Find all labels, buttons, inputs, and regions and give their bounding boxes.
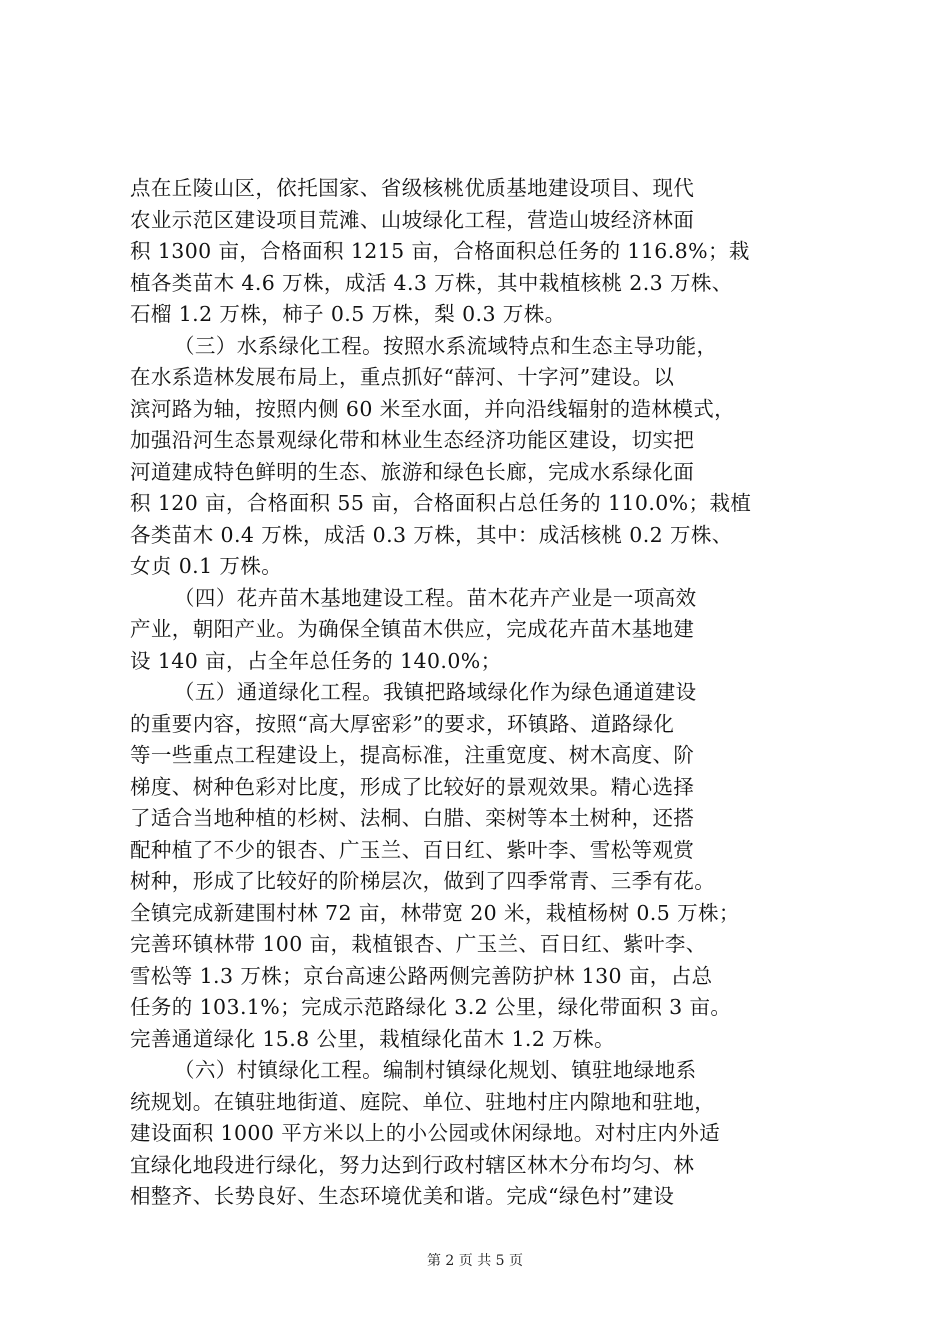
- text-line: 配种植了不少的银杏、广玉兰、百日红、紫叶李、雪松等观赏: [130, 837, 695, 862]
- text-line: 加强沿河生态景观绿化带和林业生态经济功能区建设，切实把: [130, 428, 695, 452]
- text-line: 女贞 0.1 万株。: [130, 554, 283, 578]
- text-line: 了适合当地种植的杉树、法桐、白腊、栾树等本土树种，还搭: [130, 806, 695, 830]
- text-line: 石榴 1.2 万株，柿子 0.5 万株，梨 0.3 万株。: [130, 302, 566, 326]
- text-line: 宜绿化地段进行绿化，努力达到行政村辖区林木分布均匀、林: [130, 1152, 695, 1177]
- text-line: 积 1300 亩，合格面积 1215 亩，合格面积总任务的 116.8%；栽: [130, 239, 750, 263]
- text-line: 植各类苗木 4.6 万株，成活 4.3 万株，其中栽植核桃 2.3 万株、: [130, 270, 733, 295]
- paragraph-start-line: （四）花卉苗木基地建设工程。苗木花卉产业是一项高效: [174, 585, 697, 610]
- text-line: 树种，形成了比较好的阶梯层次，做到了四季常青、三季有花。: [130, 869, 716, 893]
- text-line: 完善通道绿化 15.8 公里，栽植绿化苗木 1.2 万株。: [130, 1026, 615, 1051]
- text-line: 农业示范区建设项目荒滩、山坡绿化工程，营造山坡经济林面: [130, 207, 695, 232]
- text-line: 完善环镇林带 100 亩，栽植银杏、广玉兰、百日红、紫叶李、: [130, 932, 707, 956]
- text-line: 河道建成特色鲜明的生态、旅游和绿色长廊，完成水系绿化面: [130, 459, 695, 484]
- paragraph-start-line: （三）水系绿化工程。按照水系流域特点和生态主导功能，: [174, 333, 718, 358]
- text-line: 点在丘陵山区，依托国家、省级核桃优质基地建设项目、现代: [130, 176, 695, 200]
- text-line: 任务的 103.1%；完成示范路绿化 3.2 公里，绿化带面积 3 亩。: [130, 995, 732, 1019]
- text-line: 的重要内容，按照“高大厚密彩”的要求，环镇路、道路绿化: [130, 711, 675, 736]
- paragraph-start-line: （六）村镇绿化工程。编制村镇绿化规划、镇驻地绿地系: [174, 1058, 697, 1082]
- text-line: 全镇完成新建围村林 72 亩，林带宽 20 米，栽植杨树 0.5 万株；: [130, 900, 740, 925]
- text-line: 积 120 亩，合格面积 55 亩，合格面积占总任务的 110.0%；栽植: [130, 491, 752, 515]
- page-number-footer: 第 2 页 共 5 页: [426, 1253, 524, 1269]
- text-line: 建设面积 1000 平方米以上的小公园或休闲绿地。对村庄内外适: [130, 1121, 721, 1145]
- text-line: 相整齐、长势良好、生态环境优美和谐。完成“绿色村”建设: [130, 1184, 675, 1208]
- text-line: 等一些重点工程建设上，提高标准，注重宽度、树木高度、阶: [130, 743, 695, 767]
- text-line: 雪松等 1.3 万株；京台高速公路两侧完善防护林 130 亩，占总: [130, 963, 713, 988]
- text-line: 产业，朝阳产业。为确保全镇苗木供应，完成花卉苗木基地建: [130, 617, 695, 641]
- text-line: 滨河路为轴，按照内侧 60 米至水面，并向沿线辐射的造林模式，: [130, 396, 736, 421]
- text-line: 各类苗木 0.4 万株，成活 0.3 万株，其中：成活核桃 0.2 万株、: [130, 522, 733, 547]
- text-line: 在水系造林发展布局上，重点抓好“薛河、十字河”建设。以: [130, 365, 675, 389]
- paragraph-start-line: （五）通道绿化工程。我镇把路域绿化作为绿色通道建设: [174, 680, 697, 704]
- text-line: 统规划。在镇驻地街道、庭院、单位、驻地村庄内隙地和驻地，: [130, 1089, 716, 1114]
- text-line: 设 140 亩，占全年总任务的 140.0%；: [130, 648, 502, 673]
- document-body: [130, 173, 830, 1213]
- text-line: 梯度、树种色彩对比度，形成了比较好的景观效果。精心选择: [130, 774, 695, 799]
